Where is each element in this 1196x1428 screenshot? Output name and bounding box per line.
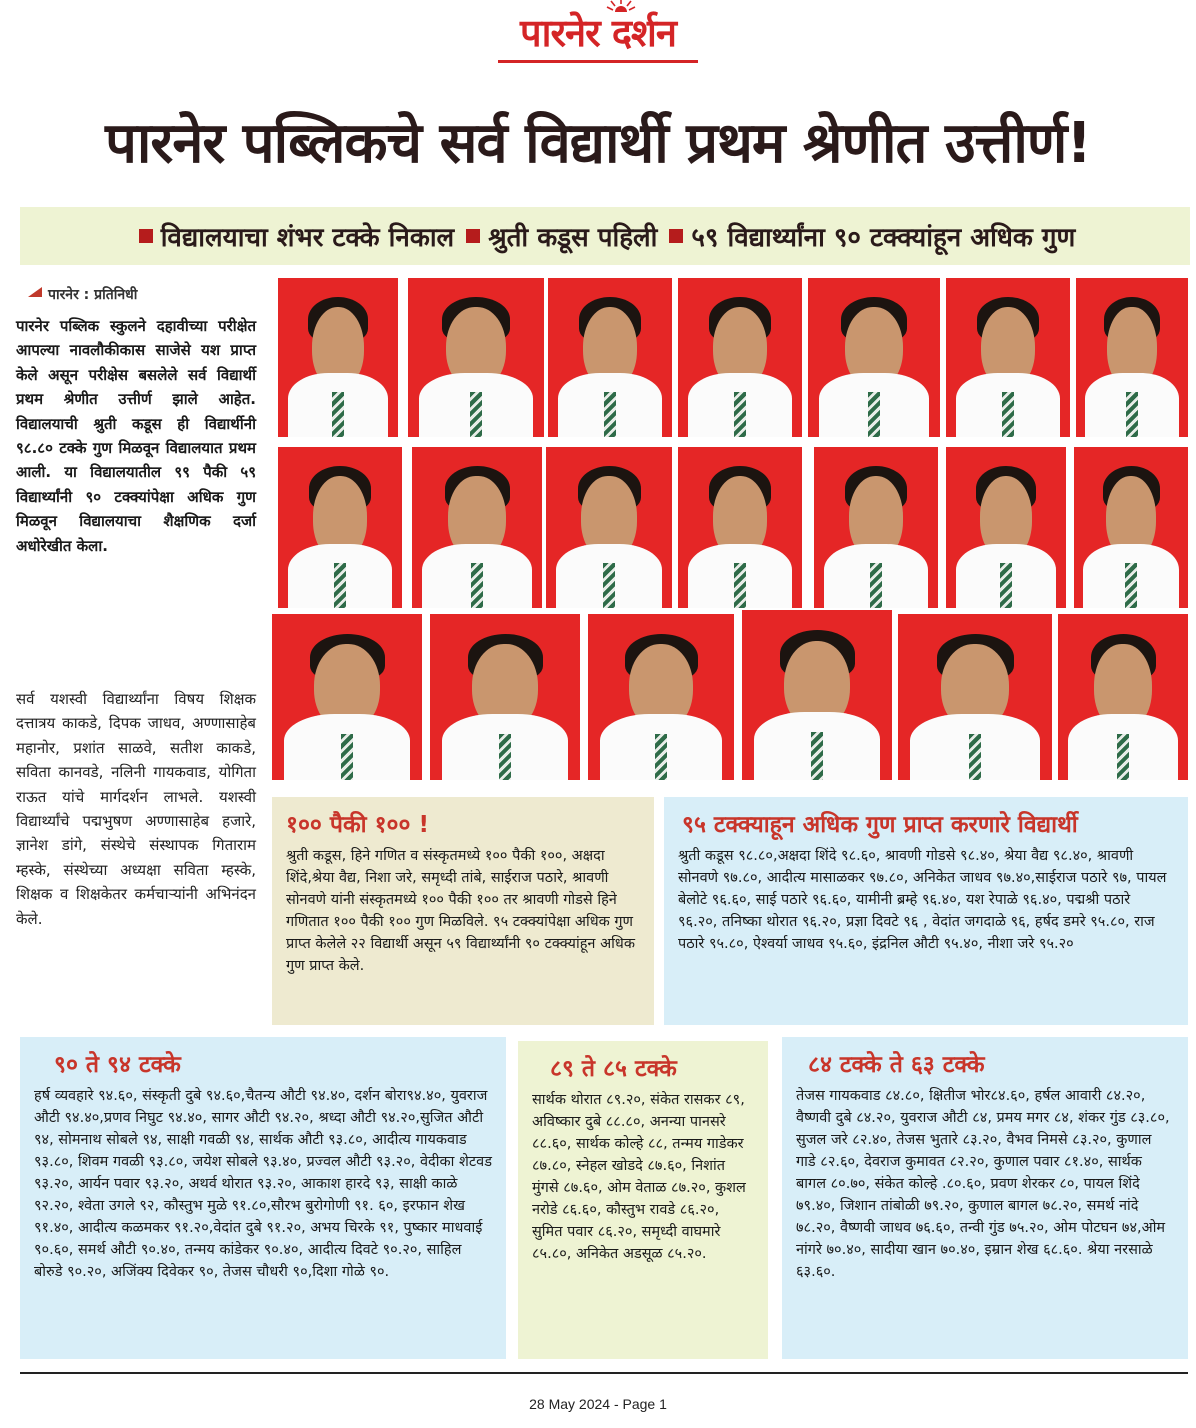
box-text: तेजस गायकवाड ८४.८०, क्षितीज भोर८४.६०, हर्षल आवारी ८४.२०, वैष्णवी दुबे ८४.२०, युवराज औटी ८४, प्रमय मगर ८४, शंकर गुंड ८३.८०, सुजल जरे ८२.४०, तेजस भुतारे ८३.२०, वैभव निमसे ८३.२०, कुणाल गाडे ८२.६०, देवराज कुमावत ८२.२०, कुणाल पवार ८१.४०, सार्थक बागल ८०.७०, संकेत कोल्हे .८०.६०, प्रवण शेरकर ८०, पायल शिंदे ७९.४०, जिशान तांबोळी ७९.२०, कुणाल बागल ७८.२०, समर्थ नांदे ७८.२०, वैष्णवी जाधव ७६.६०, तन्वी गुंड ७५.२०, ओम पोटघन ७४,ओम नांगरे ७०.४०, सादीया खान ७०.४०, इम्रान शेख ६८.६०. श्रेया नरसाळे ६३.६०. — [796, 1088, 1170, 1280]
footer-divider — [20, 1372, 1188, 1374]
square-bullet-icon — [139, 229, 153, 243]
masthead-underline — [498, 60, 698, 63]
square-bullet-icon — [669, 229, 683, 243]
student-photo — [1058, 614, 1188, 780]
student-photo — [814, 447, 938, 608]
box-text: सार्थक थोरात ८९.२०, संकेत रासकर ८९, अविष्कार दुबे ८८.८०, अनन्या पानसरे ८८.६०, सार्थक कोल्हे ८८, तन्मय गाडेकर ८७.८०, स्नेहल खोडदे ८७.६०, निशांत मुंगसे ८७.६०, ओम वेताळ ८७.२०, कुशल नरोडे ८६.६०, कौस्तुभ रावडे ८६.२०, सुमित पवार ८६.२०, समृध्दी वाघमारे ८५.८०, अनिकेत अडसूळ ८५.२०. — [532, 1092, 746, 1262]
subhead-item-result: विद्यालयाचा शंभर टक्के निकाल — [160, 223, 455, 253]
student-photo — [546, 447, 672, 608]
student-photo — [1076, 278, 1188, 437]
byline-arrow-icon — [28, 287, 42, 297]
byline: पारनेर : प्रतिनिधी — [48, 287, 138, 303]
student-photo — [808, 278, 940, 437]
student-photo — [278, 278, 398, 437]
box-84-to-63 — [782, 1037, 1188, 1359]
box-text: श्रुती कडूस ९८.८०,अक्षदा शिंदे ९८.६०, श्रावणी गोडसे ९८.४०, श्रेया वैद्य ९८.४०, श्रावणी सोनवणे ९७.८०, आदीत्य मासाळकर ९७.८०, अनिकेत जाधव ९७.४०,साईराज पठारे ९७, पायल बेलोटे ९६.६०, साई पठारे ९६.६०, यामीनी ब्रम्हे ९६.४०, यश रेपाळे ९६.४०, पद्मश्री पठारे ९६.२०, तनिष्का थोरात ९६.२०, प्रज्ञा दिवटे ९६ , वेदांत जगदाळे ९६, हर्षद डमरे ९५.८०, राज पठारे ९५.८०, ऐश्वर्या जाधव ९५.६०, इंद्रनिल औटी ९५.४०, नीशा जरे ९५.२० — [678, 848, 1167, 952]
student-photo — [548, 278, 672, 437]
article-congratulations: सर्व यशस्वी विद्यार्थ्यांना विषय शिक्षक दत्तात्रय काकडे, दिपक जाधव, अण्णासाहेब महानोर, प्रशांत साळवे, सतीश काकडे, सविता कानवडे, नलिनी गायकवाड, योगिता राऊत यांचे मार्गदर्शन लाभले. यशस्वी विद्यार्थ्यांचे पद्मभुषण अण्णासाहेब हजारे, ज्ञानेश डांगे, संस्थेचे संस्थापक गिताराम म्हस्के, संस्थेच्या अध्यक्षा सविता म्हस्के, शिक्षक व शिक्षकेतर कर्मचाऱ्यांनी अभिनंदन केले. — [16, 690, 256, 928]
student-photo — [678, 447, 802, 608]
student-photo — [946, 447, 1066, 608]
masthead-logo — [498, 6, 698, 63]
box-89-to-85 — [518, 1041, 768, 1359]
subhead-bar — [20, 207, 1190, 265]
student-photo — [898, 614, 1052, 780]
masthead — [0, 6, 1196, 76]
sun-logo-icon — [606, 0, 636, 12]
box-title: ९० ते ९४ टक्के — [54, 1052, 181, 1078]
box-title: ९५ टक्क्याहून अधिक गुण प्राप्त करणारे विद्यार्थी — [682, 812, 1078, 838]
article-lead: पारनेर पब्लिक स्कुलने दहावीच्या परीक्षेत आपल्या नावलौकीकास साजेसे यश प्राप्त केले असून परीक्षेस बसलेले सर्व विद्यार्थी प्रथम श्रेणीत उत्तीर्ण झाले आहेत. विद्यालयाची श्रुती कडूस ही विद्यार्थीनी ९८.८० टक्के गुण मिळवून विद्यालयात प्रथम आली. या विद्यालयातील ९९ पैकी ५९ विद्यार्थ्यांनी ९० टक्क्यांपेक्षा अधिक गुण मिळवून विद्यालयाचा शैक्षणिक दर्जा अधोरेखीत केला. — [16, 317, 256, 555]
subhead-item-ninety: ५९ विद्यार्थ्यांना ९० टक्क्यांहून अधिक गुण — [691, 223, 1076, 253]
box-title: ८४ टक्के ते ६३ टक्के — [808, 1052, 985, 1078]
masthead-title: पारनेर दर्शन — [520, 10, 676, 55]
box-text: श्रुती कडूस, हिने गणित व संस्कृतमध्ये १०० पैकी १००, अक्षदा शिंदे,श्रेया वैद्य, निशा जरे, समृध्दी तांबे, साईराज पठारे, श्रावणी सोनवणे यांनी संस्कृतमध्ये १०० पैकी १०० तर श्रावणी गोडसे हिने गणितात १०० पैकी १०० गुण मिळविले. ९५ टक्क्यांपेक्षा अधिक गुण प्राप्त केलेले २२ विद्यार्थी असून ५९ विद्यार्थ्यांनी ९० टक्क्यांहून अधिक गुण प्राप्त केले. — [286, 848, 635, 974]
box-90-to-94 — [20, 1037, 506, 1359]
student-photo — [678, 278, 802, 437]
student-photo — [946, 278, 1070, 437]
square-bullet-icon — [466, 229, 480, 243]
student-photo — [278, 447, 402, 608]
subhead-item-topper: श्रुती कडूस पहिली — [488, 223, 658, 253]
student-photo — [742, 610, 892, 780]
box-hundred-of-hundred — [272, 797, 654, 1025]
box-text: हर्ष व्यवहारे ९४.६०, संस्कृती दुबे ९४.६०,चैतन्य औटी ९४.४०, दर्शन बोरा९४.४०, युवराज औटी ९४.४०,प्रणव निघुट ९४.४०, सागर औटी ९४.२०, श्रध्दा औटी ९४.२०,सुजित औटी ९४, सोमनाथ सोबले ९४, साक्षी गवळी ९४, सार्थक औटी ९३.८०, आदीत्य गायकवाड ९३.८०, शिवम गवळी ९३.८०, जयेश सोबले ९३.४०, प्रज्वल औटी ९३.२०, वेदीका शेटवड ९३.२०, आर्यन पवार ९३.२०, अथर्व थोरात ९३.२०, आकाश हारदे ९३, साक्षी काळे ९२.२०, श्वेता उगले ९२, कौस्तुभ मुळे ९१.८०,सौरभ बुरोगोणी ९१. ६०, इरफान शेख ९१.४०, आदीत्य कळमकर ९१.२०,वेदांत दुबे ९१.२०, अभय चिरके ९१, पुष्कार माधवाई ९०.६०, समर्थ औटी ९०.४०, तन्मय कांडेकर ९०.४०, आदीत्य दिवटे ९०.२०, साहिल बोरुडे ९०.२०, अजिंक्य दिवेकर ९०, तेजस चौधरी ९०,दिशा गोळे ९०. — [34, 1088, 492, 1280]
student-photo — [588, 614, 734, 780]
student-photo — [272, 614, 422, 780]
student-photo — [412, 447, 542, 608]
box-title: ८९ ते ८५ टक्के — [550, 1056, 677, 1082]
box-title: १०० पैकी १०० ! — [286, 812, 429, 838]
headline: पारनेर पब्लिकचे सर्व विद्यार्थी प्रथम श्रेणीत उत्तीर्ण! — [105, 111, 1091, 176]
student-photo — [408, 278, 544, 437]
page-footer: 28 May 2024 - Page 1 — [529, 1396, 667, 1412]
student-photo — [430, 614, 580, 780]
box-above-95 — [664, 797, 1188, 1025]
student-photo — [1074, 447, 1188, 608]
